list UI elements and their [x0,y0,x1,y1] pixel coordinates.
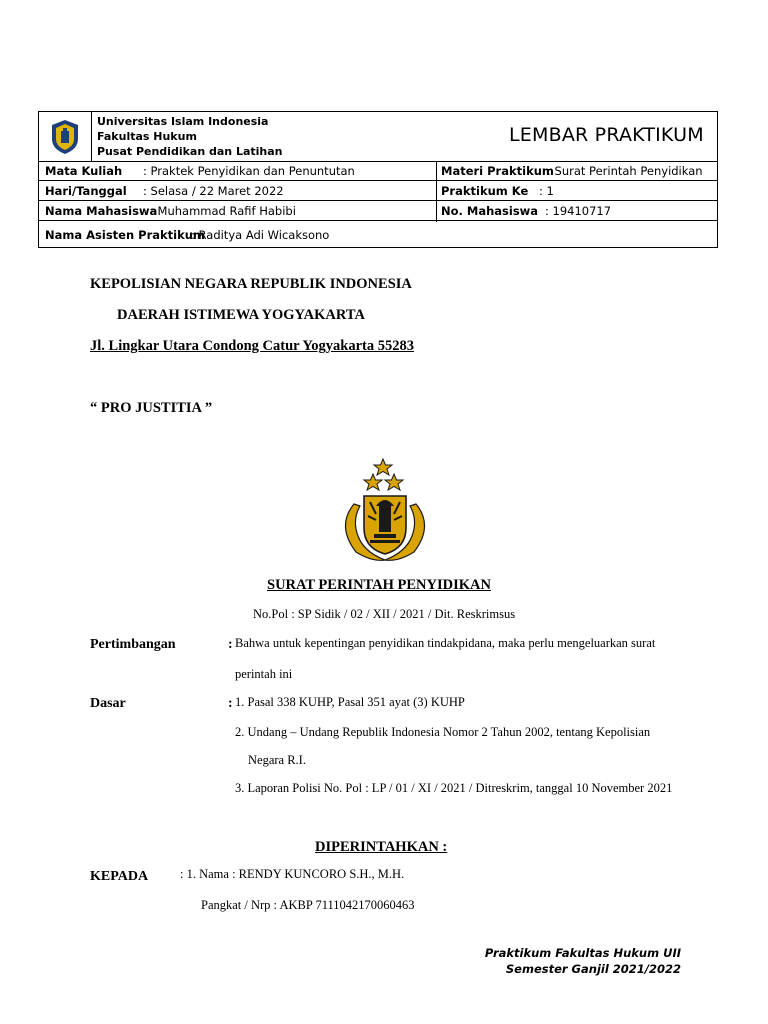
no-mahasiswa-value: : 19410717 [545,204,612,218]
pro-justitia: “ PRO JUSTITIA ” [90,400,213,416]
diperintahkan-heading: DIPERINTAHKAN : [315,839,448,855]
asisten-label: Nama Asisten Praktikum [45,228,205,242]
dasar-item-2: 2. Undang – Undang Republik Indonesia Nomor 2 Tahun 2002, tentang Kepolisian [235,725,651,739]
institution-faculty: Fakultas Hukum [97,130,197,143]
polri-emblem-icon [330,456,440,566]
pertimbangan-colon: : [228,637,233,652]
dasar-item-1: 1. Pasal 338 KUHP, Pasal 351 ayat (3) KUHP [235,695,465,709]
kepada-pangkat: Pangkat / Nrp : AKBP 7111042170060463 [201,898,415,912]
praktikum-ke-value: : 1 [539,184,554,198]
institution-block [97,114,283,159]
pertimbangan-line-1: Bahwa untuk kepentingan penyidikan tindakpidana, maka perlu mengeluarkan surat [235,636,656,650]
nama-label: Nama Mahasiswa [45,204,158,218]
mata-kuliah-label: Mata Kuliah [45,164,123,178]
no-mahasiswa-label: No. Mahasiswa [441,204,539,218]
page-title: LEMBAR PRAKTIKUM [509,124,704,146]
letterhead-line-1: KEPOLISIAN NEGARA REPUBLIK INDONESIA [90,276,412,292]
row-asisten [39,224,717,248]
row-hari-tanggal [39,182,717,201]
footer-line-2: Semester Ganjil 2021/2022 [505,962,681,976]
footer-line-1: Praktikum Fakultas Hukum UII [484,946,681,960]
letterhead-address: Jl. Lingkar Utara Condong Catur Yogyakarta 55283 [90,338,414,354]
letterhead-line-2: DAERAH ISTIMEWA YOGYAKARTA [117,307,365,323]
document-number: No.Pol : SP Sidik / 02 / XII / 2021 / Dit. Reskrimsus [253,607,516,621]
column-divider [436,162,437,222]
header-top-row [39,112,717,162]
dasar-item-2-cont: Negara R.I. [248,753,306,767]
pertimbangan-line-2: perintah ini [235,667,293,681]
uii-logo-icon [50,119,80,155]
materi-value: : Surat Perintah Penyidikan [547,164,703,178]
kepada-label: KEPADA [90,869,149,884]
nama-value: : Muhammad Rafif Habibi [150,204,296,218]
mata-kuliah-value: : Praktek Penyidikan dan Penuntutan [143,164,355,178]
materi-label: Materi Praktikum [441,164,554,178]
hari-value: : Selasa / 22 Maret 2022 [143,184,284,198]
institution-center: Pusat Pendidikan dan Latihan [97,145,283,158]
institution-university: Universitas Islam Indonesia [97,115,269,128]
row-nama-mahasiswa [39,202,717,221]
logo-cell [39,112,92,162]
row-mata-kuliah [39,162,717,181]
praktikum-ke-label: Praktikum Ke [441,184,529,198]
hari-label: Hari/Tanggal [45,184,127,198]
practicum-header-table [38,111,718,248]
document-title: SURAT PERINTAH PENYIDIKAN [267,577,491,593]
dasar-label: Dasar [90,696,126,711]
asisten-value: : Raditya Adi Wicaksono [191,228,330,242]
dasar-item-3: 3. Laporan Polisi No. Pol : LP / 01 / XI / 2021 / Ditreskrim, tanggal 10 November 2021 [235,781,673,795]
kepada-nama: : 1. Nama : RENDY KUNCORO S.H., M.H. [180,867,405,881]
dasar-colon: : [228,696,233,711]
pertimbangan-label: Pertimbangan [90,637,176,652]
